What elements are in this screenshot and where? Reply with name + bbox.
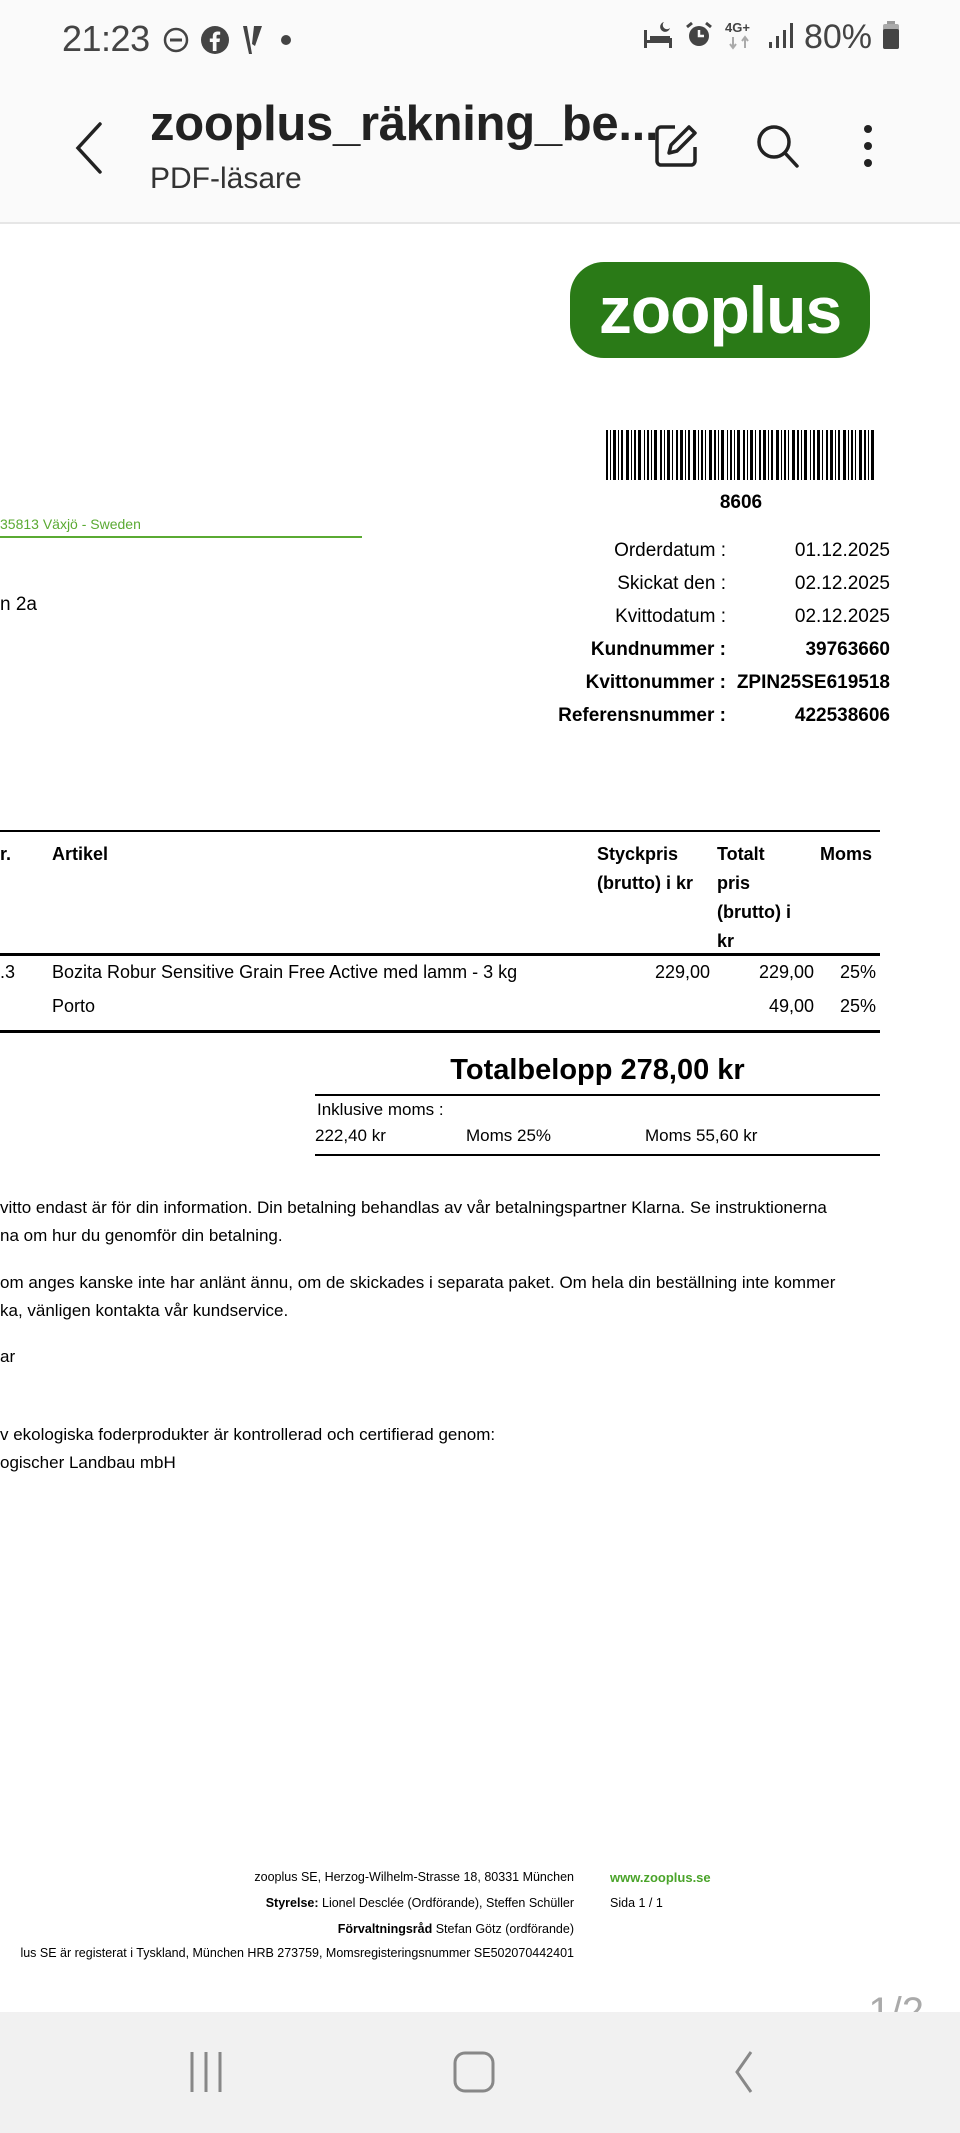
- footer-board: Styrelse: Lionel Desclée (Ordförande), Steffen Schüller: [265, 1896, 574, 1910]
- col-nr: r.: [0, 844, 12, 864]
- footer-page-number: Sida 1 / 1: [610, 1896, 663, 1910]
- net-amount: 222,40 kr: [315, 1126, 386, 1145]
- app-bar: [0, 80, 960, 224]
- battery-percentage: 80%: [803, 18, 872, 56]
- search-icon: [753, 121, 803, 171]
- edit-icon: [651, 121, 701, 171]
- v-app-icon: [240, 24, 266, 61]
- recent-apps-button[interactable]: [166, 2042, 246, 2102]
- total-amount: Totalbelopp 278,00 kr: [450, 1054, 745, 1086]
- search-button[interactable]: [748, 116, 808, 176]
- notification-dot-icon: [276, 30, 296, 55]
- chevron-left-icon: [70, 118, 110, 178]
- footer-address: zooplus SE, Herzog-Wilhelm-Strasse 18, 80331 München: [254, 1870, 574, 1884]
- table-row: Porto 49,00 25%: [52, 996, 876, 1016]
- battery-icon: [882, 20, 900, 55]
- nav-back-button[interactable]: [704, 2042, 784, 2102]
- table-row: .3 Bozita Robur Sensitive Grain Free Active med lamm - 3 kg 229,00 229,00 25%: [0, 962, 876, 982]
- closing-line: ar: [0, 1347, 16, 1366]
- back-button[interactable]: [70, 118, 110, 178]
- organic-cert-line-1: v ekologiska foderprodukter är kontrollerad och certifierad genom:: [0, 1425, 496, 1444]
- barcode-icon: [606, 430, 876, 480]
- organic-cert-line-2: ogischer Landbau mbH: [0, 1453, 176, 1472]
- vat-breakdown: [315, 1124, 880, 1154]
- app-subtitle: PDF-läsare: [150, 162, 302, 195]
- svg-text:4G+: 4G+: [724, 20, 750, 35]
- status-time: 21:23: [62, 18, 150, 59]
- incl-vat-label: Inklusive moms :: [317, 1100, 444, 1119]
- meta-customer-number: Kundnummer : 39763660: [590, 638, 890, 660]
- meta-shipped-date: Skickat den : 02.12.2025: [617, 572, 890, 594]
- meta-reference-number: Referensnummer : 422538606: [558, 704, 890, 726]
- home-icon: [452, 2050, 496, 2094]
- recipient-address: n 2a: [0, 594, 37, 615]
- payment-info-line-2: na om hur du genomför din betalning.: [0, 1226, 283, 1245]
- footer-website-link[interactable]: www.zooplus.se: [610, 1870, 711, 1885]
- nav-back-icon: [729, 2050, 759, 2094]
- do-not-disturb-icon: [162, 26, 190, 59]
- col-article: Artikel: [52, 844, 109, 864]
- vat-amount: Moms 55,60 kr: [645, 1126, 758, 1145]
- sender-address: 35813 Växjö - Sweden: [0, 516, 362, 538]
- zooplus-logo: zooplus: [570, 262, 870, 358]
- meta-receipt-date: Kvittodatum : 02.12.2025: [615, 605, 890, 627]
- col-unit-price: Styckpris (brutto) i kr: [597, 844, 693, 893]
- more-options-button[interactable]: [838, 116, 898, 176]
- status-bar: [0, 0, 960, 80]
- recent-apps-icon: [186, 2050, 226, 2094]
- vat-rate: Moms 25%: [466, 1126, 552, 1145]
- col-vat: Moms: [820, 844, 873, 864]
- total-section: [315, 1050, 880, 1156]
- footer-council: Förvaltningsråd Stefan Götz (ordförande): [337, 1922, 574, 1936]
- more-vertical-icon: [858, 121, 878, 171]
- table-header: [0, 832, 880, 956]
- order-meta: [540, 534, 890, 732]
- barcode-number: 8606: [719, 492, 763, 513]
- items-table: [0, 830, 880, 1033]
- alarm-icon: [684, 20, 714, 55]
- pdf-page[interactable]: [0, 226, 960, 2012]
- signal-icon: [768, 21, 794, 54]
- meta-receipt-number: Kvittonummer : ZPIN25SE619518: [585, 671, 890, 693]
- col-total-price: Totalt pris (brutto) i kr: [717, 844, 791, 951]
- home-button[interactable]: [434, 2042, 514, 2102]
- navigation-bar: [0, 2012, 960, 2133]
- delivery-info-line-2: ka, vänligen kontakta vår kundservice.: [0, 1301, 289, 1320]
- sleep-mode-icon: [642, 20, 674, 55]
- footer-registration: lus SE är registerat i Tyskland, München HRB 273759, Momsregisteringsnummer SE502070442401: [20, 1946, 574, 1960]
- facebook-icon: [200, 25, 230, 60]
- payment-info-line-1: vitto endast är för din information. Din betalning behandlas av vår betalningspartner Klarna. Se instruktionerna: [0, 1198, 827, 1217]
- delivery-info-line-1: om anges kanske inte har anlänt ännu, om de skickades i separata paket. Om hela din beställning inte kommer: [0, 1273, 836, 1292]
- meta-order-date: Orderdatum : 01.12.2025: [614, 539, 890, 561]
- document-title: zooplus_räkning_be...: [150, 97, 659, 151]
- network-4g-icon: [724, 19, 758, 56]
- edit-button[interactable]: [646, 116, 706, 176]
